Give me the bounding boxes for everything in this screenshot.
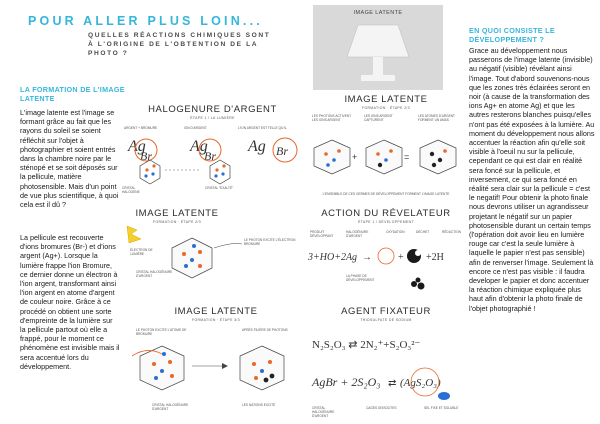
page-title: POUR ALLER PLUS LOIN... bbox=[28, 14, 263, 28]
figure-latente-top-label-1: LES PHOTONS ACTIVENT LES IONS ARGENT bbox=[312, 114, 352, 122]
lamp-pixel-icon bbox=[313, 5, 443, 90]
figure-revelateur bbox=[306, 208, 466, 304]
figure-halogenure-drawing bbox=[120, 104, 305, 198]
figure-latente-1-label-2: CRISTAL HALOGÉNURE D'ARGENT bbox=[136, 270, 173, 278]
figure-halogenure-label-1: ARGENT + BROMURE bbox=[124, 126, 158, 130]
figure-revelateur-drawing bbox=[306, 208, 466, 304]
figure-latente-2-title: IMAGE LATENTE bbox=[174, 306, 258, 317]
figure-latente-1-drawing bbox=[122, 208, 307, 284]
figure-revelateur-label-6: LA PHASE DE DÉVELOPPEMENT bbox=[346, 274, 375, 282]
svg-text:AgBr + 2S₂O₃: AgBr + 2S₂O₃ bbox=[312, 375, 381, 389]
figure-latente-1-title: IMAGE LATENTE bbox=[135, 208, 219, 219]
figure-halogenure-label-2: ION D'ARGENT bbox=[184, 126, 207, 130]
figure-revelateur-label-4: DÉCHET bbox=[416, 230, 430, 234]
svg-text:+2H: +2H bbox=[426, 252, 444, 263]
svg-text:+: + bbox=[352, 152, 358, 162]
svg-text:Ag: Ag bbox=[248, 138, 266, 155]
figure-fixateur-label-1: CRISTAL HALOGÉNURE D'ARGENT bbox=[312, 406, 335, 418]
latent-image-photo bbox=[313, 5, 443, 90]
svg-text:Ag: Ag bbox=[190, 138, 208, 155]
figure-halogenure-label-5: CRISTAL "EXALTÉ" bbox=[205, 186, 234, 190]
svg-text:Br: Br bbox=[276, 144, 288, 158]
paragraph-development: Grace au développement nous passerons de l'image latente (invisible) au négatif (visible) révélant ainsi l'image. Tout d'abord souvenons-nous que les zones très éclairées seront en noir (à cause de la transformation des ions Ag+ en atome Ag) et que les autres resterons blanches puisqu'elles n'ont pas été exposées à la lumière. Au moment du développement nous allons accentuer la réaction afin qu'elle soit visible à l'oeuil nu sur la pellicule, cependant ce qui est clair en réalité sera foncé sur la pellicule, et inversement, ce qui sera foncé en réalité sera clair sur la pellicule = c'est le negatif! Pour obtenir la photo finale nous devrons utiliser un agrandisseur projetant le négatif sur un papier photosensible durant un certain temps (l'opération doit avoir lieu en lumière rouge car c'est la seule lumière à laquelle le papier n'est pas sensible) afin de renverser l'image. Seulement là encore ce n'est pas visible : il faudra developer le papier et donc accentuer la réaction chimique expliquée plus haut afin d'obtenir la photo finale de l'objet photographié ! bbox=[469, 46, 595, 313]
figure-latente-2-subtitle: FORMATION · ÉTAPE 3/3 bbox=[191, 318, 241, 322]
figure-fixateur-drawing bbox=[306, 304, 466, 418]
figure-latente-2-label-3: CRISTAL HALOGÉNURE D'ARGENT bbox=[152, 403, 189, 411]
figure-fixateur-label-3: SEL FIXE ET SOLUBLE bbox=[424, 406, 459, 410]
latent-image-photo-label: IMAGE LATENTE bbox=[353, 10, 403, 16]
figure-latente-1-label-1: ÉLECTRON DE LUMIÈRE bbox=[130, 248, 153, 256]
figure-latente-top-drawing bbox=[306, 94, 466, 204]
figure-fixateur bbox=[306, 304, 466, 418]
svg-text:=: = bbox=[404, 152, 410, 162]
svg-text:N₂S₂O₃ ⇄ 2N₂⁺+S₂O₃²⁻: N₂S₂O₃ ⇄ 2N₂⁺+S₂O₃²⁻ bbox=[312, 339, 421, 351]
figure-latente-top-label-3: LES ATOMES D'ARGENT FORMENT UN AMAS bbox=[418, 114, 455, 122]
svg-text:⇄: ⇄ bbox=[388, 378, 397, 389]
svg-text:+: + bbox=[398, 252, 404, 263]
figure-halogenure-subtitle: ÉTAPE 1 / LA LUMIÈRE bbox=[190, 116, 235, 120]
figure-revelateur-label-1: PRODUIT DÉVELOPPANT bbox=[310, 230, 334, 238]
figure-latente-1-subtitle: FORMATION · ÉTAPE 2/3 bbox=[152, 220, 202, 224]
figure-latente-1-label-3: LE PHOTON EXCITE L'ÉLECTRON BROMURE bbox=[244, 238, 296, 246]
figure-latente-top-caption: L'ENSEMBLE DE CES GERMES DE DÉVELOPPEMENT FORMENT L'IMAGE LATENTE bbox=[322, 192, 450, 196]
section-heading-latent-image: LA FORMATION DE L'IMAGE LATENTE bbox=[20, 85, 125, 103]
svg-text:Ag: Ag bbox=[128, 138, 146, 155]
figure-latente-top-subtitle: FORMATION · ÉTAPE 2/3 bbox=[361, 106, 411, 110]
paragraph-latent-image-chemistry: La pellicule est recouverte d'ions bromures (Br-) et d'ions argent (Ag+). Lorsque la lumière frappe l'ion Bromure, ce dernier donne un électron à l'ion argent, transformant ainsi l'ion argent en atome d'argent de couleur noire. Grâce à ce procédé on obtient une sorte d'empreinte de la lumière sur la pellicule partout où elle a frappé, pour le moment ce phénomène est invisible mais il sera accentué lors du développement. bbox=[20, 233, 120, 371]
svg-text:→: → bbox=[362, 252, 372, 263]
figure-halogenure-label-3: L'ION ARGENT EST TELLE QU'IL bbox=[238, 126, 287, 130]
page-subtitle: QUELLES RÉACTIONS CHIMIQUES SONT À L'ORIGINE DE L'OBTENTION DE LA PHOTO ? bbox=[88, 32, 271, 57]
svg-text:(AgS₂O₃): (AgS₂O₃) bbox=[400, 377, 441, 389]
section-heading-development: EN QUOI CONSISTE LE DÉVELOPPEMENT ? bbox=[469, 26, 555, 44]
figure-revelateur-title: ACTION DU RÉVELATEUR bbox=[321, 208, 451, 219]
figure-latente-2-label-1: LE PHOTON EXCITE L'ATOME DE BROMURE bbox=[136, 328, 187, 336]
svg-text:3+HO+2Ag: 3+HO+2Ag bbox=[308, 252, 358, 263]
figure-latente-top bbox=[306, 94, 466, 204]
figure-fixateur-label-2: CAGES DISSOUTES bbox=[366, 406, 397, 410]
figure-latente-2-label-4: LES NATIONS EXCITÉ bbox=[242, 403, 276, 407]
paragraph-latent-image-intro: L'image latente est l'image se formant grâce au fait que les rayons du soleil se soient réfléchit sur l'objet à photographier et soient entrés dans la chambre noire par le sténopé et se soit déposés sur la pellicule, matière photosensible. Mais d'un point de vue plus scientifique, à quoi cela est il dû ? bbox=[20, 108, 119, 210]
figure-fixateur-title: AGENT FIXATEUR bbox=[341, 306, 431, 317]
figure-revelateur-label-2: HALOGÉNURE D'ARGENT bbox=[346, 230, 369, 238]
figure-halogenure bbox=[120, 104, 305, 198]
figure-latente-2-label-2: APRÈS FILIÈRE DE PHOTONS bbox=[242, 328, 288, 332]
figure-fixateur-subtitle: THIOSULFATE DE SODIUM bbox=[360, 318, 412, 322]
figure-latente-2-drawing bbox=[122, 306, 310, 416]
figure-latente-top-title: IMAGE LATENTE bbox=[344, 94, 428, 105]
figure-latente-top-label-2: LES IONS ARGENT CAPTURENT bbox=[364, 114, 393, 122]
figure-revelateur-label-3: OXYDATION bbox=[386, 230, 405, 234]
figure-revelateur-subtitle: ÉTAPE 1 / DÉVELOPPEMENT bbox=[358, 220, 414, 224]
figure-halogenure-title: HALOGENURE D'ARGENT bbox=[148, 104, 277, 115]
figure-latente-1 bbox=[122, 208, 307, 284]
svg-text:Br: Br bbox=[204, 149, 216, 163]
svg-text:Br: Br bbox=[140, 149, 152, 163]
figure-revelateur-label-5: RÉDUCTION bbox=[442, 230, 461, 234]
figure-halogenure-label-4: CRISTAL HALOGENE bbox=[122, 186, 140, 194]
figure-latente-2 bbox=[122, 306, 310, 416]
